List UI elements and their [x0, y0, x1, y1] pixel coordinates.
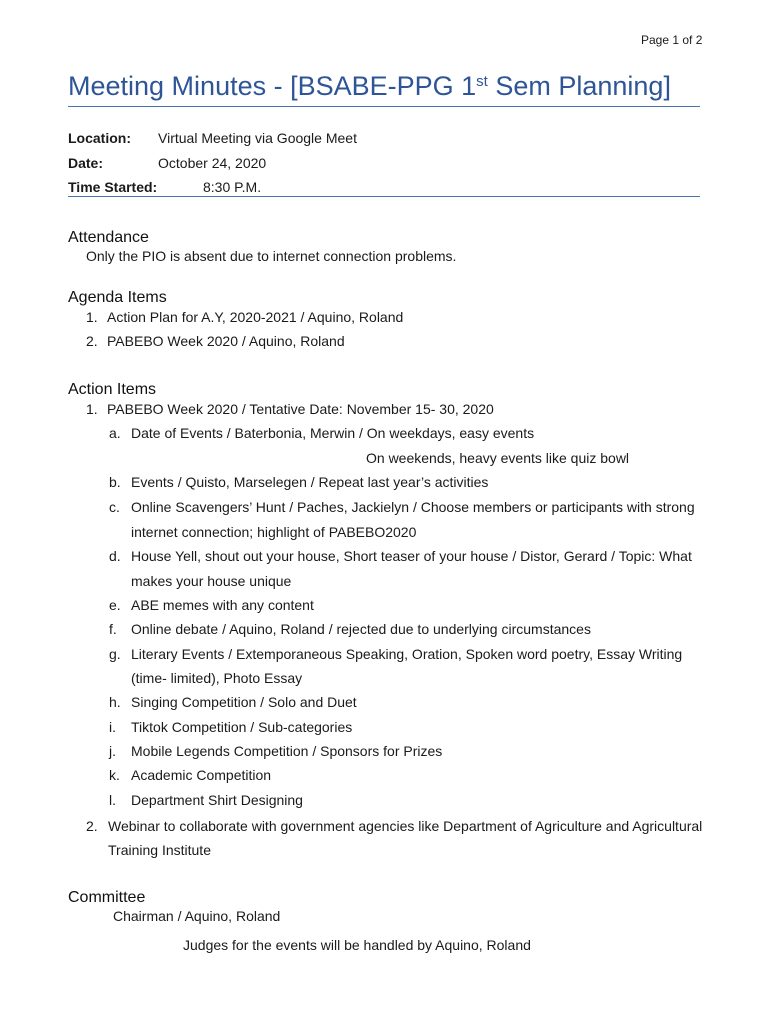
subitem-continuation: makes your house unique	[131, 573, 292, 589]
subitem-letter: a.	[109, 425, 121, 441]
subitem-text: Online debate / Aquino, Roland / rejected due to underlying circumstances	[131, 621, 591, 637]
subitem-text: Mobile Legends Competition / Sponsors for Prizes	[131, 743, 443, 759]
committee-line: Chairman / Aquino, Roland	[113, 908, 281, 924]
action-item-continuation: Training Institute	[108, 842, 211, 858]
subitem-text: Singing Competition / Solo and Duet	[131, 694, 357, 710]
attendance-text: Only the PIO is absent due to internet connection problems.	[86, 248, 457, 264]
date-value: October 24, 2020	[158, 155, 267, 171]
subitem-text: Date of Events / Baterbonia, Merwin / On weekdays, easy events	[131, 425, 535, 441]
title-main: Meeting Minutes - [BSABE-PPG 1	[68, 71, 477, 101]
subitem-letter: k.	[109, 767, 120, 783]
subitem-text: Tiktok Competition / Sub-categories	[131, 719, 353, 735]
action-item-number: 1.	[86, 401, 98, 417]
agenda-item-number: 1.	[86, 309, 98, 325]
subitem-text: Online Scavengers’ Hunt / Paches, Jackielyn / Choose members or participants with strong	[131, 499, 695, 515]
subitem-letter: b.	[109, 474, 121, 490]
subitem-letter: j.	[109, 743, 116, 759]
time-value: 8:30 P.M.	[203, 179, 262, 195]
document-title	[68, 68, 700, 107]
action-item-number: 2.	[86, 818, 98, 834]
header-divider	[68, 196, 700, 197]
committee-line: Judges for the events will be handled by Aquino, Roland	[183, 937, 531, 953]
subitem-text: Literary Events / Extemporaneous Speaking, Oration, Spoken word poetry, Essay Writing	[131, 646, 683, 662]
subitem-letter: l.	[109, 792, 116, 808]
agenda-item-number: 2.	[86, 333, 98, 349]
subitem-continuation: On weekends, heavy events like quiz bowl	[366, 450, 630, 466]
subitem-letter: g.	[109, 646, 121, 662]
subitem-text: Academic Competition	[131, 767, 272, 783]
date-label: Date:	[68, 155, 104, 171]
title-rest: Sem Planning]	[487, 71, 671, 101]
subitem-letter: d.	[109, 548, 121, 564]
location-label: Location:	[68, 130, 131, 146]
subitem-continuation: internet connection; highlight of PABEBO2020	[131, 524, 417, 540]
agenda-item-text: Action Plan for A.Y, 2020-2021 / Aquino, Roland	[107, 309, 404, 325]
subitem-text: House Yell, shout out your house, Short teaser of your house / Distor, Gerard / Topic: What	[131, 548, 692, 564]
page-number: Page 1 of 2	[641, 33, 703, 47]
agenda-item-text: PABEBO Week 2020 / Aquino, Roland	[107, 333, 345, 349]
subitem-letter: h.	[109, 694, 121, 710]
time-label: Time Started:	[68, 179, 158, 195]
subitem-text: Department Shirt Designing	[131, 792, 303, 808]
subitem-letter: c.	[109, 499, 120, 515]
subitem-text: Events / Quisto, Marselegen / Repeat last year’s activities	[131, 474, 489, 490]
title-superscript: st	[476, 73, 488, 90]
action-heading: Action Items	[68, 381, 157, 398]
subitem-continuation: (time- limited), Photo Essay	[131, 670, 303, 686]
attendance-heading: Attendance	[68, 229, 149, 246]
subitem-letter: e.	[109, 597, 121, 613]
subitem-text: ABE memes with any content	[131, 597, 314, 613]
committee-heading: Committee	[68, 889, 146, 906]
subitem-letter: i.	[109, 719, 116, 735]
action-item-text: PABEBO Week 2020 / Tentative Date: November 15- 30, 2020	[107, 401, 494, 417]
location-value: Virtual Meeting via Google Meet	[158, 130, 357, 146]
action-item-text: Webinar to collaborate with government agencies like Department of Agriculture and Agricultural	[108, 818, 703, 834]
subitem-letter: f.	[109, 621, 117, 637]
agenda-heading: Agenda Items	[68, 289, 167, 306]
